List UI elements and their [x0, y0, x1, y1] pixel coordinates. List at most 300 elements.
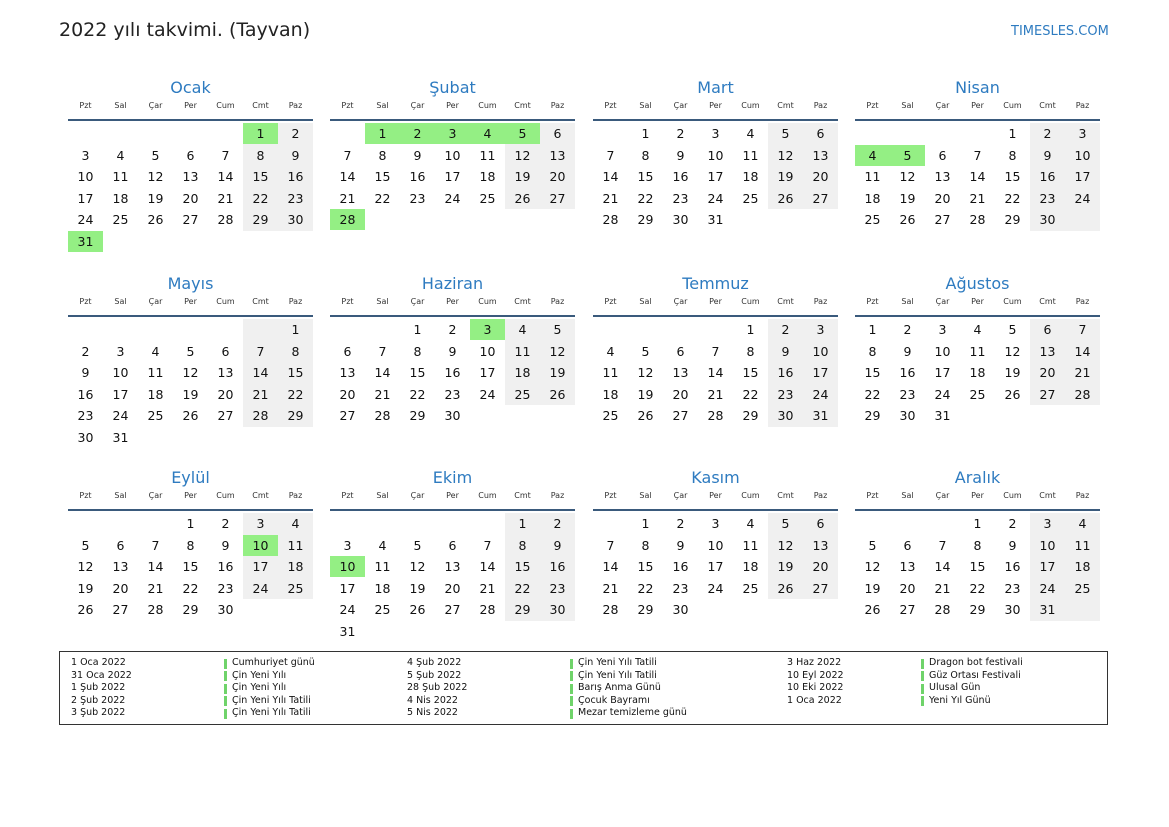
day-cell: 1: [413, 322, 422, 337]
day-cell: 5: [186, 343, 195, 359]
day-cell: 29: [1004, 212, 1021, 227]
day-cell: 3: [343, 537, 352, 553]
day-cell: 12: [899, 169, 916, 184]
day-cell: 18: [374, 580, 391, 596]
day-cell: 9: [676, 147, 685, 163]
day-cell: 31: [707, 212, 724, 227]
brand-link[interactable]: TIMESLES.COM: [1011, 24, 1109, 39]
day-cell: 28: [602, 212, 619, 227]
day-cell: 1: [518, 516, 527, 531]
day-cell: 14: [934, 559, 951, 574]
day-cell: 4: [973, 322, 982, 337]
day-cell: 7: [221, 147, 230, 163]
day-cell: 23: [672, 190, 689, 206]
day-cell: 28: [217, 212, 234, 227]
day-cell: 30: [549, 602, 566, 617]
day-cell: 14: [252, 365, 269, 380]
day-cell: 20: [812, 169, 829, 184]
day-cell: 14: [602, 169, 619, 184]
legend-date: 4 Şub 2022: [407, 657, 462, 668]
day-cell: 14: [147, 559, 164, 574]
day-cell: 20: [112, 580, 129, 596]
day-cell: 15: [637, 559, 654, 574]
day-cell: 23: [409, 190, 426, 206]
day-cell: 16: [217, 559, 234, 574]
month-name: Şubat: [429, 78, 476, 97]
day-cell: 25: [287, 580, 304, 596]
day-cell: 12: [514, 147, 531, 163]
day-cell: 31: [112, 429, 129, 445]
day-cell: 7: [973, 147, 982, 163]
weekday-label: Per: [971, 491, 984, 500]
day-cell: 17: [252, 559, 269, 574]
day-cell: 24: [934, 386, 951, 402]
day-cell: 2: [676, 126, 685, 141]
legend-holiday-name: Yeni Yıl Günü: [929, 694, 991, 706]
legend-date: 31 Oca 2022: [71, 669, 132, 681]
month-name: Ekim: [432, 468, 473, 487]
day-cell: 3: [1043, 516, 1052, 531]
day-cell: 29: [287, 408, 304, 423]
day-cell: 23: [444, 386, 461, 402]
day-cell: 25: [479, 190, 496, 206]
day-cell: 19: [514, 169, 531, 184]
day-cell: 13: [899, 559, 916, 574]
day-cell: 2: [903, 322, 912, 337]
day-cell: 16: [777, 365, 794, 380]
holiday-day: 3: [470, 319, 505, 340]
day-cell: 2: [553, 516, 562, 531]
day-cell: 27: [182, 212, 199, 227]
day-cell: 16: [672, 559, 689, 574]
day-cell: 5: [81, 537, 90, 553]
day-cell: 22: [182, 580, 199, 596]
day-cell: 17: [112, 386, 129, 402]
day-cell: 9: [221, 537, 230, 553]
month-divider: [68, 315, 313, 317]
day-cell: 26: [182, 408, 199, 423]
day-cell: 21: [252, 386, 269, 402]
weekday-label: Çar: [673, 101, 688, 110]
day-cell: 15: [742, 365, 759, 380]
day-cell: 3: [938, 322, 947, 337]
weekday-label: Cum: [216, 297, 235, 306]
day-cell: 12: [777, 147, 794, 163]
weekday-label: Çar: [410, 297, 425, 306]
day-cell: 6: [938, 147, 947, 163]
legend-holiday-name: Çin Yeni Yılı Tatili: [578, 657, 657, 668]
day-cell: 6: [186, 147, 195, 163]
day-cell: 23: [549, 580, 566, 596]
day-cell: 16: [444, 365, 461, 380]
legend-date: 4 Nis 2022: [407, 694, 458, 706]
weekday-label: Pzt: [79, 101, 92, 110]
weekday-label: Sal: [376, 101, 389, 110]
weekday-label: Per: [184, 491, 197, 500]
day-cell: 20: [182, 190, 199, 206]
day-cell: 22: [637, 190, 654, 206]
day-cell: 1: [868, 322, 877, 337]
day-cell: 26: [777, 580, 794, 596]
day-cell: 9: [553, 537, 562, 553]
weekday-label: Paz: [550, 491, 565, 500]
day-cell: 2: [291, 126, 300, 141]
day-cell: 17: [339, 580, 356, 596]
month-name: Mayıs: [167, 274, 214, 293]
weekday-label: Cum: [1003, 297, 1022, 306]
day-cell: 27: [217, 408, 234, 423]
day-cell: 8: [413, 343, 422, 359]
day-cell: 6: [903, 537, 912, 553]
day-cell: 4: [378, 537, 387, 553]
month-name: Mart: [697, 78, 734, 97]
weekday-label: Cum: [1003, 491, 1022, 500]
day-cell: 11: [969, 343, 986, 359]
weekday-label: Sal: [639, 491, 652, 500]
day-cell: 22: [1004, 190, 1021, 206]
weekday-label: Pzt: [341, 297, 354, 306]
month-name: Kasım: [691, 468, 740, 487]
weekday-label: Çar: [673, 297, 688, 306]
day-cell: 4: [116, 147, 125, 163]
day-cell: 19: [409, 580, 426, 596]
month-divider: [593, 509, 838, 511]
holiday-day: 4: [855, 145, 890, 166]
month-name: Haziran: [421, 274, 484, 293]
day-cell: 20: [444, 580, 461, 596]
legend-marker: [224, 684, 227, 694]
day-cell: 13: [934, 169, 951, 184]
day-cell: 22: [287, 386, 304, 402]
day-cell: 8: [1008, 147, 1017, 163]
legend-date: 1 Oca 2022: [71, 657, 126, 668]
day-cell: 13: [672, 365, 689, 380]
weekday-label: Çar: [410, 101, 425, 110]
day-cell: 30: [899, 408, 916, 423]
day-cell: 14: [339, 169, 356, 184]
day-cell: 18: [742, 169, 759, 184]
day-cell: 9: [781, 343, 790, 359]
day-cell: 3: [81, 147, 90, 163]
holiday-day: 31: [68, 231, 103, 252]
day-cell: 22: [514, 580, 531, 596]
day-cell: 12: [147, 169, 164, 184]
weekday-label: Sal: [376, 297, 389, 306]
day-cell: 14: [217, 169, 234, 184]
day-cell: 19: [899, 190, 916, 206]
day-cell: 7: [343, 147, 352, 163]
day-cell: 1: [746, 322, 755, 337]
day-cell: 31: [1039, 602, 1056, 617]
day-cell: 30: [444, 408, 461, 423]
legend-marker: [570, 709, 573, 719]
day-cell: 25: [864, 212, 881, 227]
weekday-label: Cmt: [1039, 491, 1056, 500]
day-cell: 24: [77, 212, 94, 227]
weekday-label: Paz: [288, 491, 303, 500]
day-cell: 8: [641, 147, 650, 163]
day-cell: 8: [291, 343, 300, 359]
day-cell: 10: [812, 343, 829, 359]
weekday-label: Cum: [741, 491, 760, 500]
weekday-label: Sal: [901, 101, 914, 110]
weekday-label: Cmt: [252, 491, 269, 500]
weekday-label: Paz: [813, 491, 828, 500]
legend-date: 1 Şub 2022: [71, 682, 126, 693]
day-cell: 11: [112, 169, 129, 184]
legend-marker: [224, 659, 227, 669]
day-cell: 2: [781, 322, 790, 337]
weekday-label: Per: [709, 491, 722, 500]
weekday-label: Per: [971, 101, 984, 110]
day-cell: 5: [553, 322, 562, 337]
day-cell: 23: [1004, 580, 1021, 596]
day-cell: 21: [602, 580, 619, 596]
day-cell: 8: [868, 343, 877, 359]
day-cell: 17: [1074, 169, 1091, 184]
day-cell: 24: [112, 408, 129, 423]
legend-marker: [570, 671, 573, 681]
day-cell: 6: [221, 343, 230, 359]
day-cell: 19: [77, 580, 94, 596]
day-cell: 24: [707, 190, 724, 206]
day-cell: 19: [777, 169, 794, 184]
day-cell: 25: [1074, 580, 1091, 596]
day-cell: 23: [899, 386, 916, 402]
weekday-label: Çar: [148, 491, 163, 500]
legend-holiday-name: Dragon bot festivali: [929, 657, 1023, 668]
legend-holiday-name: Çin Yeni Yılı: [232, 682, 287, 693]
day-cell: 5: [781, 516, 790, 531]
day-cell: 29: [252, 212, 269, 227]
day-cell: 18: [147, 386, 164, 402]
weekday-label: Pzt: [604, 491, 617, 500]
day-cell: 25: [112, 212, 129, 227]
legend-marker: [570, 659, 573, 669]
day-cell: 18: [112, 190, 129, 206]
weekday-label: Cum: [741, 101, 760, 110]
day-cell: 19: [549, 365, 566, 380]
day-cell: 11: [602, 365, 619, 380]
day-cell: 2: [221, 516, 230, 531]
holiday-day: 5: [505, 123, 540, 144]
day-cell: 16: [549, 559, 566, 574]
day-cell: 11: [864, 169, 881, 184]
weekday-header: [855, 101, 1100, 117]
day-cell: 28: [934, 602, 951, 617]
day-cell: 17: [934, 365, 951, 380]
day-cell: 12: [777, 537, 794, 553]
day-cell: 30: [1004, 602, 1021, 617]
day-cell: 15: [514, 559, 531, 574]
day-cell: 25: [742, 580, 759, 596]
day-cell: 23: [672, 580, 689, 596]
day-cell: 30: [77, 429, 94, 445]
legend-date: 1 Oca 2022: [787, 694, 842, 706]
day-cell: 20: [1039, 365, 1056, 380]
day-cell: 9: [448, 343, 457, 359]
day-cell: 22: [742, 386, 759, 402]
day-cell: 19: [1004, 365, 1021, 380]
legend-holiday-name: Çin Yeni Yılı: [232, 669, 287, 681]
holiday-day: 1: [365, 123, 400, 144]
weekday-label: Cmt: [777, 297, 794, 306]
holiday-legend: [59, 651, 1108, 725]
day-cell: 21: [707, 386, 724, 402]
month-divider: [593, 119, 838, 121]
day-cell: 31: [339, 623, 356, 639]
day-cell: 27: [549, 190, 566, 206]
day-cell: 11: [742, 147, 759, 163]
day-cell: 24: [444, 190, 461, 206]
weekday-label: Per: [709, 101, 722, 110]
day-cell: 15: [637, 169, 654, 184]
weekday-label: Sal: [114, 101, 127, 110]
day-cell: 21: [374, 386, 391, 402]
day-cell: 11: [147, 365, 164, 380]
weekday-label: Cmt: [514, 101, 531, 110]
day-cell: 30: [777, 408, 794, 423]
day-cell: 21: [339, 190, 356, 206]
weekday-label: Paz: [1075, 101, 1090, 110]
day-cell: 27: [339, 408, 356, 423]
day-cell: 10: [934, 343, 951, 359]
day-cell: 11: [287, 537, 304, 553]
day-cell: 13: [549, 147, 566, 163]
day-cell: 10: [707, 147, 724, 163]
month-divider: [330, 509, 575, 511]
weekday-label: Paz: [550, 297, 565, 306]
day-cell: 6: [676, 343, 685, 359]
day-cell: 2: [448, 322, 457, 337]
day-cell: 25: [374, 602, 391, 617]
day-cell: 14: [707, 365, 724, 380]
day-cell: 4: [291, 516, 300, 531]
day-cell: 25: [514, 386, 531, 402]
day-cell: 13: [444, 559, 461, 574]
day-cell: 27: [112, 602, 129, 617]
weekday-header: [330, 297, 575, 313]
day-cell: 21: [602, 190, 619, 206]
day-cell: 14: [374, 365, 391, 380]
day-cell: 29: [637, 602, 654, 617]
legend-holiday-name: Ulusal Gün: [929, 682, 981, 693]
day-cell: 21: [147, 580, 164, 596]
day-cell: 22: [409, 386, 426, 402]
month-divider: [855, 509, 1100, 511]
day-cell: 14: [602, 559, 619, 574]
weekday-label: Paz: [1075, 297, 1090, 306]
weekday-label: Sal: [114, 491, 127, 500]
day-cell: 18: [864, 190, 881, 206]
weekday-label: Sal: [901, 297, 914, 306]
day-cell: 8: [518, 537, 527, 553]
day-cell: 14: [479, 559, 496, 574]
weekday-label: Cmt: [1039, 101, 1056, 110]
weekday-label: Paz: [288, 101, 303, 110]
day-cell: 8: [378, 147, 387, 163]
weekday-label: Cmt: [514, 297, 531, 306]
day-cell: 16: [672, 169, 689, 184]
day-cell: 8: [973, 537, 982, 553]
legend-holiday-name: Cumhuriyet günü: [232, 657, 315, 668]
day-cell: 24: [479, 386, 496, 402]
weekday-label: Çar: [673, 491, 688, 500]
weekday-label: Pzt: [341, 491, 354, 500]
weekday-label: Cum: [478, 297, 497, 306]
day-cell: 27: [812, 580, 829, 596]
day-cell: 11: [742, 537, 759, 553]
weekday-header: [593, 297, 838, 313]
weekday-label: Çar: [935, 101, 950, 110]
day-cell: 12: [77, 559, 94, 574]
day-cell: 10: [1074, 147, 1091, 163]
legend-date: 10 Eki 2022: [787, 682, 844, 693]
day-cell: 14: [969, 169, 986, 184]
day-cell: 20: [217, 386, 234, 402]
day-cell: 30: [1039, 212, 1056, 227]
weekday-label: Per: [446, 491, 459, 500]
day-cell: 1: [291, 322, 300, 337]
month-name: Ağustos: [945, 274, 1010, 293]
day-cell: 27: [899, 602, 916, 617]
day-cell: 22: [637, 580, 654, 596]
day-cell: 8: [186, 537, 195, 553]
day-cell: 6: [343, 343, 352, 359]
day-cell: 7: [1078, 322, 1087, 337]
day-cell: 12: [864, 559, 881, 574]
day-cell: 17: [444, 169, 461, 184]
weekday-header: [68, 491, 313, 507]
day-cell: 10: [1039, 537, 1056, 553]
day-cell: 28: [969, 212, 986, 227]
day-cell: 6: [816, 126, 825, 141]
day-cell: 16: [899, 365, 916, 380]
day-cell: 20: [549, 169, 566, 184]
legend-date: 10 Eyl 2022: [787, 669, 844, 681]
day-cell: 7: [606, 147, 615, 163]
day-cell: 5: [781, 126, 790, 141]
day-cell: 9: [1043, 147, 1052, 163]
day-cell: 31: [934, 408, 951, 423]
day-cell: 26: [777, 190, 794, 206]
day-cell: 19: [147, 190, 164, 206]
holiday-day: 28: [330, 209, 365, 230]
weekday-header: [330, 491, 575, 507]
day-cell: 3: [116, 343, 125, 359]
legend-holiday-name: Mezar temizleme günü: [578, 707, 687, 718]
day-cell: 13: [339, 365, 356, 380]
weekday-label: Paz: [288, 297, 303, 306]
day-cell: 19: [182, 386, 199, 402]
day-cell: 18: [1074, 559, 1091, 574]
day-cell: 25: [602, 408, 619, 423]
weekday-label: Cmt: [252, 297, 269, 306]
day-cell: 24: [339, 602, 356, 617]
day-cell: 12: [549, 343, 566, 359]
day-cell: 15: [374, 169, 391, 184]
day-cell: 18: [602, 386, 619, 402]
holiday-day: 10: [330, 556, 365, 577]
day-cell: 13: [812, 537, 829, 553]
weekday-label: Paz: [813, 101, 828, 110]
weekday-label: Cum: [478, 101, 497, 110]
day-cell: 29: [742, 408, 759, 423]
day-cell: 15: [969, 559, 986, 574]
day-cell: 10: [444, 147, 461, 163]
day-cell: 30: [672, 602, 689, 617]
day-cell: 21: [217, 190, 234, 206]
